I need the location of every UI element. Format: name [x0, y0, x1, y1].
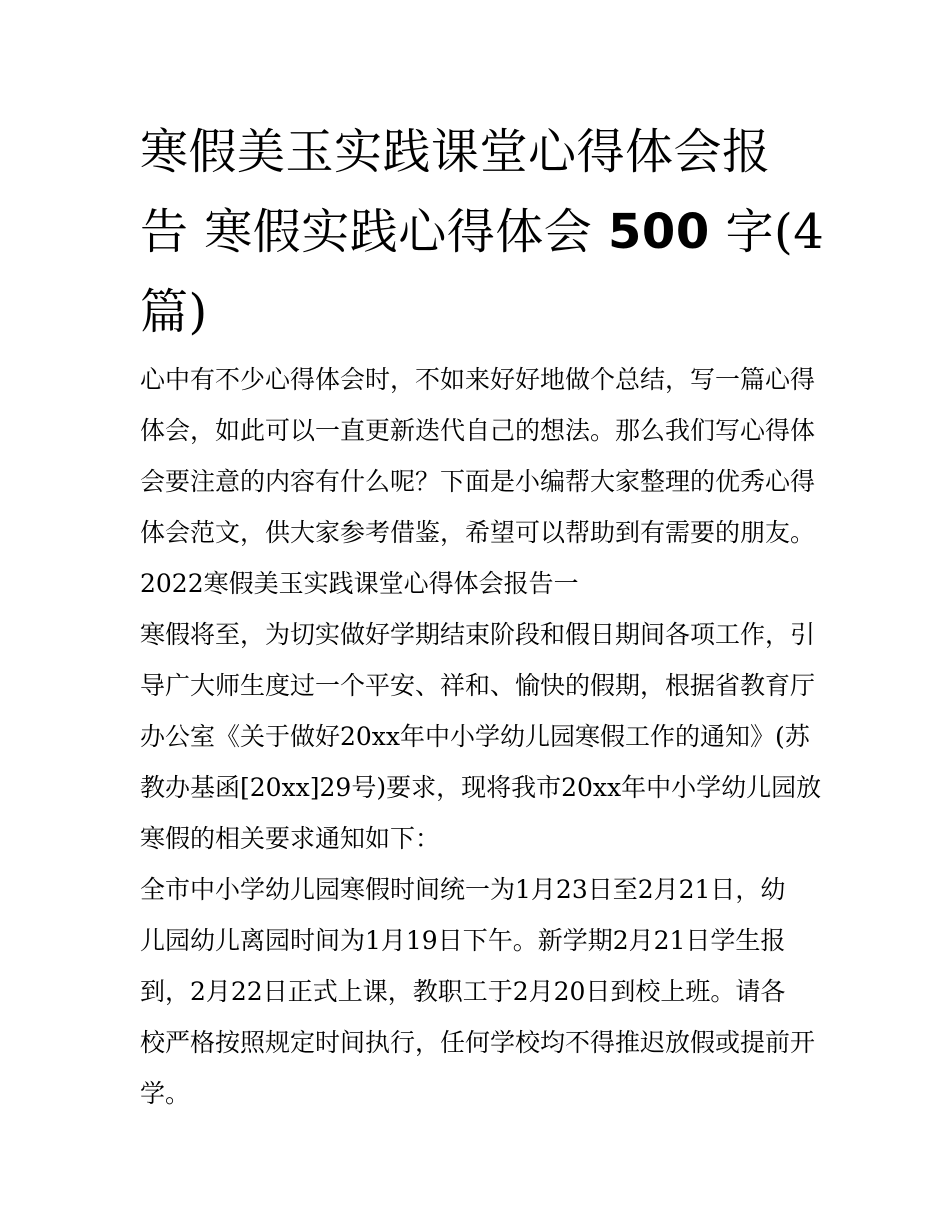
text-line: 到，2月22日正式上课，教职工于2月20日到校上班。请各	[140, 977, 786, 1006]
document-title	[140, 112, 825, 352]
title-line: 寒假美玉实践课堂心得体会报	[140, 124, 771, 180]
notice-paragraph	[140, 609, 830, 864]
title-segment: 字(4	[725, 204, 825, 260]
title-segment: 告 寒假实践心得体会	[140, 204, 593, 260]
text-line: 学。	[140, 1079, 191, 1108]
schedule-paragraph	[140, 864, 830, 1119]
text-line: 儿园幼儿离园时间为1月19日下午。新学期2月21日学生报	[140, 926, 786, 955]
text-line: 体会范文，供大家参考借鉴，希望可以帮助到有需要的朋友。	[140, 518, 816, 547]
text-line: 全市中小学幼儿园寒假时间统一为1月23日至2月21日，幼	[140, 875, 786, 904]
text-line: 会要注意的内容有什么呢？下面是小编帮大家整理的优秀心得	[140, 467, 816, 496]
intro-paragraph	[140, 354, 830, 558]
section-heading	[140, 558, 830, 609]
text-line: 教办基函[20xx]29号)要求，现将我市20xx年中小学幼儿园放	[140, 773, 822, 802]
text-line: 寒假的相关要求通知如下：	[140, 824, 441, 853]
document-body	[140, 354, 830, 1119]
text-line: 寒假将至，为切实做好学期结束阶段和假日期间各项工作，引	[140, 620, 816, 649]
text-line: 体会，如此可以一直更新迭代自己的想法。那么我们写心得体	[140, 416, 816, 445]
title-line	[140, 192, 825, 272]
text-line: 办公室《关于做好20xx年中小学幼儿园寒假工作的通知》(苏	[140, 722, 810, 751]
text-line: 校严格按照规定时间执行，任何学校均不得推迟放假或提前开	[140, 1028, 816, 1057]
text-line: 导广大师生度过一个平安、祥和、愉快的假期，根据省教育厅	[140, 671, 816, 700]
title-line: 篇)	[140, 284, 208, 340]
title-number: 500	[608, 204, 710, 260]
text-line: 2022寒假美玉实践课堂心得体会报告一	[140, 569, 579, 598]
text-line: 心中有不少心得体会时，不如来好好地做个总结，写一篇心得	[140, 365, 816, 394]
